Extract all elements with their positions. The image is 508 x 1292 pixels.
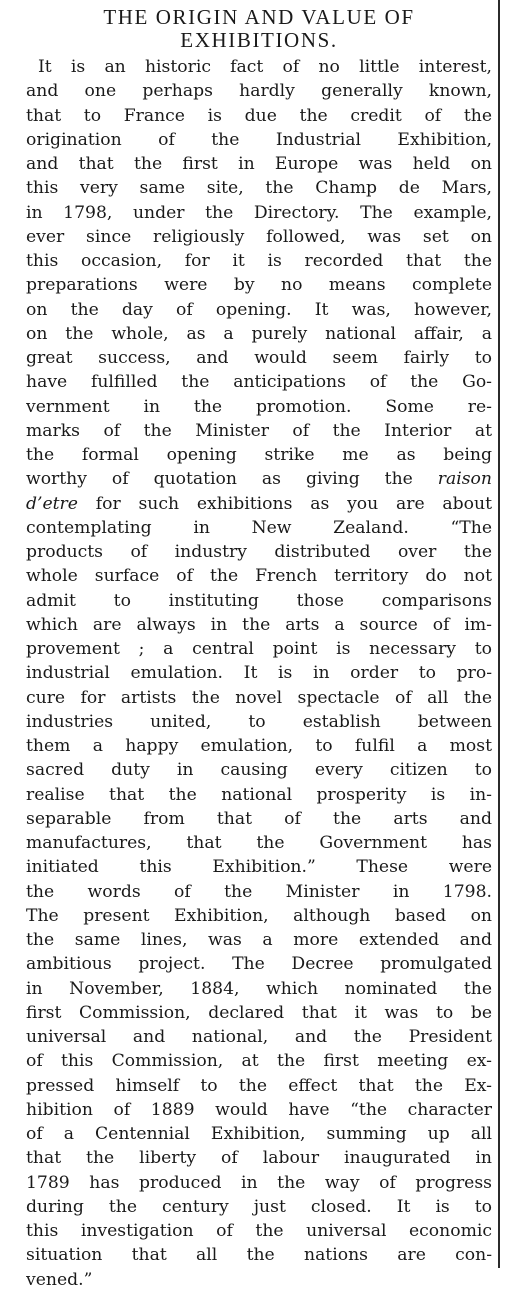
text-line: The present Exhibition, although based on bbox=[26, 905, 492, 926]
text-line: on the whole, as a purely national affair, a bbox=[26, 323, 492, 344]
text-line: them a happy emulation, to fulfil a most bbox=[26, 736, 492, 756]
headline-line-2: EXHIBITIONS. bbox=[180, 28, 338, 52]
text-line: products of industry distributed over the bbox=[26, 542, 492, 562]
text-line: origination of the Industrial Exhibition, bbox=[26, 129, 492, 150]
text-line: the same lines, was a more extended and bbox=[26, 930, 492, 950]
text-line: this investigation of the universal economic bbox=[26, 1221, 492, 1241]
text-line: great success, and would seem fairly to bbox=[26, 348, 492, 368]
text-line: hibition of 1889 would have “the character bbox=[26, 1099, 492, 1120]
text-line: in 1798, under the Directory. The example, bbox=[26, 202, 492, 223]
text-line: situation that all the nations are con- bbox=[26, 1245, 492, 1266]
text-line: and one perhaps hardly generally known, bbox=[26, 81, 492, 102]
text-line: separable from that of the arts and bbox=[26, 808, 492, 829]
column-rule bbox=[498, 0, 500, 1268]
text-line: contemplating in New Zealand. “The bbox=[26, 517, 492, 538]
text-line: first Commission, declared that it was to be bbox=[26, 1002, 492, 1023]
text-line: preparations were by no means complete bbox=[26, 275, 492, 296]
text-line-with-italic bbox=[26, 492, 492, 516]
text-segment: for such exhibitions as you are about bbox=[95, 493, 492, 514]
text-line: It is an historic fact of no little interest, bbox=[38, 57, 492, 77]
text-line: that the liberty of labour inaugurated in bbox=[26, 1148, 492, 1169]
text-line: 1789 has produced in the way of progress bbox=[26, 1172, 492, 1193]
text-line: of this Commission, at the first meeting ex- bbox=[26, 1051, 492, 1072]
text-line: ever since religiously followed, was set on bbox=[26, 226, 492, 247]
italic-phrase: raison bbox=[437, 469, 492, 490]
text-line: cure for artists the novel spectacle of all the bbox=[26, 687, 492, 708]
text-line: marks of the Minister of the Interior at bbox=[26, 420, 492, 441]
text-line: the words of the Minister in 1798. bbox=[26, 881, 492, 902]
text-line: pressed himself to the effect that the Ex- bbox=[26, 1075, 492, 1096]
text-line: initiated this Exhibition.” These were bbox=[26, 857, 492, 878]
text-line: whole surface of the French territory do not bbox=[26, 566, 492, 587]
text-line: of a Centennial Exhibition, summing up all bbox=[26, 1124, 492, 1144]
article-headline bbox=[26, 6, 492, 52]
headline-line-1: THE ORIGIN AND VALUE OF bbox=[103, 5, 415, 29]
italic-phrase: d’etre bbox=[26, 493, 78, 514]
text-line: that to France is due the credit of the bbox=[26, 105, 492, 126]
text-line: manufactures, that the Government has bbox=[26, 833, 492, 853]
text-line: realise that the national prosperity is in- bbox=[26, 784, 492, 805]
text-line: ambitious project. The Decree promulgated bbox=[26, 954, 492, 975]
article-body bbox=[26, 55, 492, 1292]
text-line: industrial emulation. It is in order to pro- bbox=[26, 663, 492, 684]
text-line: vened.” bbox=[26, 1269, 93, 1290]
text-line: this occasion, for it is recorded that the bbox=[26, 251, 492, 271]
text-line: sacred duty in causing every citizen to bbox=[26, 760, 492, 781]
text-line: universal and national, and the President bbox=[26, 1027, 492, 1047]
text-line: on the day of opening. It was, however, bbox=[26, 299, 492, 320]
text-line: this very same site, the Champ de Mars, bbox=[26, 178, 492, 199]
text-line: have fulfilled the anticipations of the Go- bbox=[26, 372, 492, 393]
text-segment: worthy of quotation as giving the bbox=[26, 469, 413, 490]
text-line: the formal opening strike me as being bbox=[26, 445, 492, 465]
text-line: industries united, to establish between bbox=[26, 711, 492, 732]
text-line: provement ; a central point is necessary to bbox=[26, 639, 492, 659]
text-line: in November, 1884, which nominated the bbox=[26, 978, 492, 999]
text-line: admit to instituting those comparisons bbox=[26, 590, 492, 611]
text-line: vernment in the promotion. Some re- bbox=[26, 396, 492, 417]
text-line-with-italic bbox=[26, 467, 492, 491]
text-line: and that the first in Europe was held on bbox=[26, 154, 492, 174]
text-line: during the century just closed. It is to bbox=[26, 1196, 492, 1217]
text-line: which are always in the arts a source of im- bbox=[26, 614, 492, 635]
